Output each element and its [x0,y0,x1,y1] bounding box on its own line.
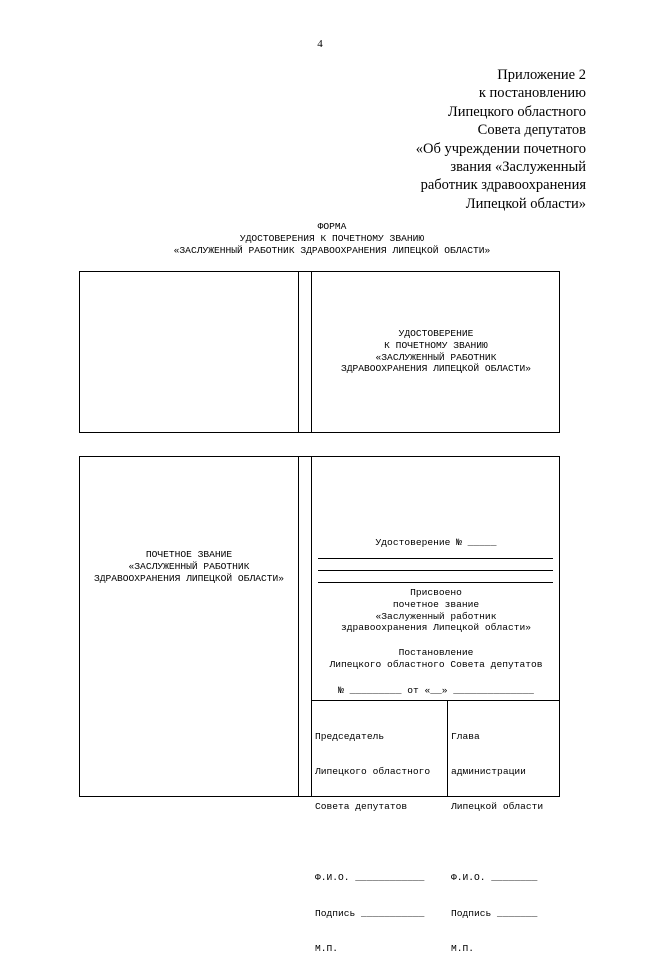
appendix-line: Приложение 2 [497,67,586,83]
awarded-line: Присвоено [410,587,462,598]
signature-block [312,700,559,954]
inner-left-line: «ЗАСЛУЖЕННЫЙ РАБОТНИК [128,560,250,572]
cover-line: УДОСТОВЕРЕНИЕ [398,328,474,339]
page-number: 4 [317,38,323,50]
appendix-line: Совета депутатов [477,122,586,139]
sign-line: М.П. [315,942,339,954]
fill-line [318,582,553,583]
sign-line: Подпись ___________ [315,907,425,919]
form-title-line: «ЗАСЛУЖЕННЫЙ РАБОТНИК ЗДРАВООХРАНЕНИЯ ЛИПЕЦКОЙ ОБЛАСТИ» [173,244,491,256]
decree-number: № _________ от «__» ______________ [338,685,534,696]
appendix-line: Липецкой области» [465,195,586,212]
cover-line: К ПОЧЕТНОМУ ЗВАНИЮ [384,339,488,351]
appendix-line: звания «Заслуженный [450,159,586,176]
appendix-line: к постановлению [478,85,586,102]
sign-line: Ф.И.О. ____________ [315,872,425,884]
appendix-line: «Об учреждении почетного [415,140,586,157]
governor-signature [451,707,543,978]
sign-line: Подпись _______ [451,907,538,919]
appendix-heading [326,66,586,213]
inner-left-text [80,549,298,584]
sign-line: Совета депутатов [315,801,408,813]
sign-line: администрации [451,765,526,777]
form-title-line: УДОСТОВЕРЕНИЯ К ПОЧЕТНОМУ ЗВАНИЮ [239,232,425,244]
form-title-line: ФОРМА [317,221,347,232]
sign-line [451,837,543,849]
awarded-line: здравоохранения Липецкой области» [341,622,531,634]
form-title [0,221,664,256]
sign-line: Ф.И.О. ________ [451,872,538,884]
appendix-line: работник здравоохранения [420,177,586,194]
cover-front-text [313,328,559,375]
sign-line: Глава [451,730,480,742]
certificate-number: Удостоверение № _____ [375,537,497,548]
awarded-text [313,587,559,634]
decree-line: Липецкого областного Совета депутатов [329,658,543,670]
cover-line: «ЗАСЛУЖЕННЫЙ РАБОТНИК [375,351,497,363]
cover-spine [298,272,312,432]
sign-line: Председатель [315,730,385,742]
awarded-line: «Заслуженный работник [375,610,497,622]
decree-line: Постановление [398,647,474,658]
awarded-line: почетное звание [392,598,480,610]
inner-spine [298,457,312,796]
inner-left-line: ПОЧЕТНОЕ ЗВАНИЕ [145,549,233,560]
cover-line: ЗДРАВООХРАНЕНИЯ ЛИПЕЦКОЙ ОБЛАСТИ» [341,363,531,375]
chairman-signature [315,707,430,978]
sign-line [315,837,430,849]
decree-text [313,647,559,671]
sign-line: М.П. [451,942,475,954]
sign-line: Липецкого областного [315,765,431,777]
fill-line [318,558,553,559]
certificate-inner [79,456,560,954]
sign-line: Липецкой области [451,801,544,813]
signature-divider [447,701,448,796]
fill-line [318,570,553,571]
inner-left-line: ЗДРАВООХРАНЕНИЯ ЛИПЕЦКОЙ ОБЛАСТИ» [94,572,284,584]
appendix-line: Липецкого областного [447,103,586,120]
certificate-cover [79,271,560,433]
